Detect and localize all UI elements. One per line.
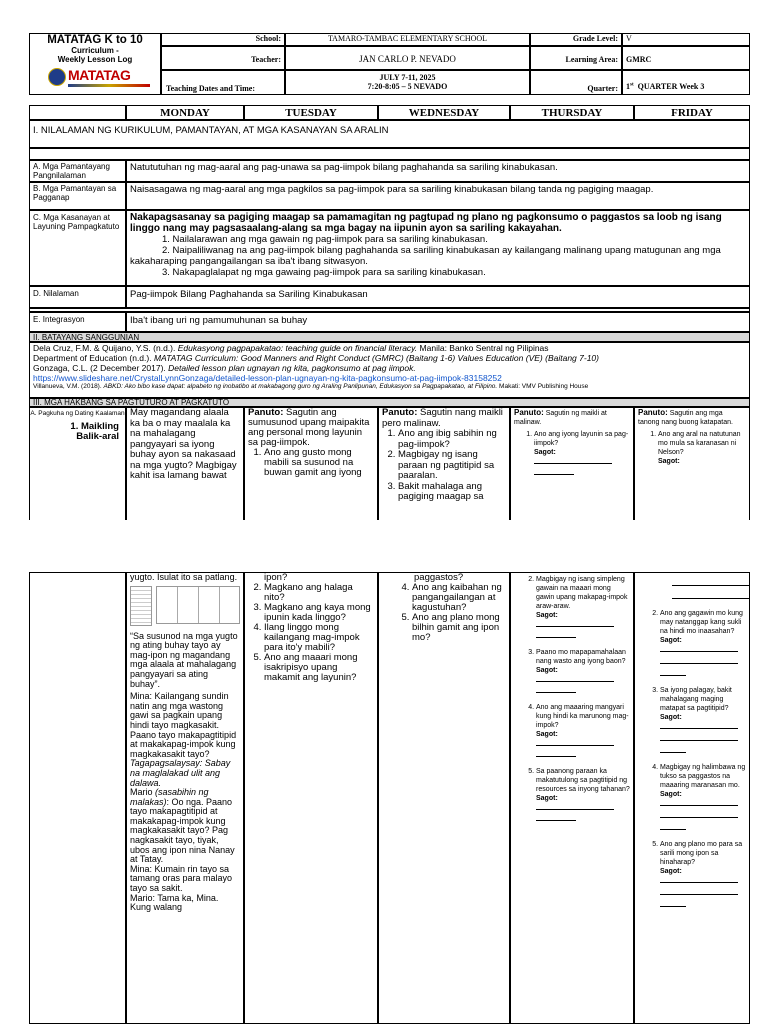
area-label: Learning Area: xyxy=(565,55,618,64)
log-subtitle-2: Weekly Lesson Log xyxy=(57,55,133,64)
tuesday-q2: 2. Magkano ang halaga nito? xyxy=(264,583,374,603)
friday-intro: Panuto: Sagutin ang mga tanong nang buong katapatan. xyxy=(638,408,733,426)
row-c-item-1: 1. Nailalarawan ang mga gawain ng pag-iimpok para sa sariling kinabukasan. xyxy=(162,234,488,245)
reference-3: Gonzaga, C.L. (2 December 2017). Detailed lesson plan ugnayan ng kita, pagkonsumo at pag iimpok. xyxy=(33,363,416,373)
tuesday-q1: 1. Ano ang gusto mong mabili sa susunod na buwan gamit ang iyong xyxy=(264,448,374,478)
reference-1: Dela Cruz, F.M. & Quijano, Y.S. (n.d.). Edukasyong pagpapakatao: teaching guide on financial literacy. Manila: Banko Sentral ng Pilipinas xyxy=(33,343,549,353)
answer-line xyxy=(534,457,612,464)
row-c-item-3: 3. Nakapaglalapat ng mga gawaing pag-iimpok para sa sariling kinabukasan. xyxy=(162,267,486,278)
wednesday-intro: Panuto: Sagutin nang maikli pero malinaw. xyxy=(382,407,503,429)
wednesday-cell xyxy=(378,407,510,520)
answer-line xyxy=(534,468,574,475)
monday-cell xyxy=(126,407,244,520)
p2-wednesday-cell xyxy=(378,572,510,1024)
page-gap xyxy=(0,520,768,572)
friday-q5: 5. Ano ang plano mo para sa sarili mong ipon sa hinaharap? Sagot: xyxy=(660,840,746,907)
p2-friday-cell xyxy=(634,572,750,1024)
row-c-label: C. Mga Kasanayan at Layuning Pampagkatuto xyxy=(29,210,126,286)
monday-dialog-3: Mina: Kumain rin tayo sa tamang oras para malayo tayo sa sakit. xyxy=(130,863,233,894)
grade-value: V xyxy=(626,34,632,43)
grade-label: Grade Level: xyxy=(572,34,618,43)
day-thursday: THURSDAY xyxy=(510,105,634,120)
wednesday-q5: 5. Ano ang plano mong bilhin gamit ang ipon mo? xyxy=(412,613,506,643)
row-3a-sub: 1. Maikling Balik-aral xyxy=(70,421,119,442)
deped-seal-icon xyxy=(48,68,66,86)
friday-q1: 1. Ano ang aral na natutunan mo mula sa karanasan ni Nelson? xyxy=(658,430,746,457)
answer-line xyxy=(672,592,750,599)
quarter-value: 1st QUARTER Week 3 xyxy=(626,82,705,91)
day-wednesday: WEDNESDAY xyxy=(378,105,510,120)
tuesday-cell xyxy=(244,407,378,520)
thursday-cell xyxy=(510,407,634,520)
row-a-text: Natututuhan ng mag-aaral ang pag-unawa sa pag-iimpok bilang paghahanda sa sariling kinabukasan. xyxy=(126,160,750,182)
monday-dialog-1: Mina: Kailangang sundin natin ang mga wastong gawi sa pagkain upang hindi tayo magkasakit. Paano tayo makapagtitipid at makakapag-impok kung magkakasakit tayo? xyxy=(130,691,237,759)
answer-line xyxy=(672,579,750,586)
school-label: School: xyxy=(255,34,281,43)
friday-sagot-1: Sagot: xyxy=(658,458,680,465)
teacher-value: JAN CARLO P. NEVADO xyxy=(359,54,456,64)
row-d-text: Pag-iimpok Bilang Paghahanda sa Sariling Kinabukasan xyxy=(126,286,750,308)
row-c-main: Nakapagsasanay sa pagiging maagap sa pamamagitan ng pagtupad ng plano ng pagkonsumo o paggastos sa loob ng isang linggo nang may pagsasaalang-alang sa mga bagay na iipunin ayon sa sariling kakayahan. xyxy=(130,212,722,234)
p2-tuesday-cell xyxy=(244,572,378,1024)
logo-cell xyxy=(29,33,161,95)
monday-stage: Tagapagsalaysay: Sabay na maglalakad ulit ang dalawa. xyxy=(130,758,231,788)
reference-4-link[interactable]: https://www.slideshare.net/CrystalLynnGonzaga/detailed-lesson-plan-ugnayan-ng-kita-pagkonsumo-at-pag-iimpok-83158252 xyxy=(33,373,502,383)
wednesday-q4: 4. Ano ang kaibahan ng pangangailangan at kagustuhan? xyxy=(412,583,506,613)
thursday-q1: 1. Ano ang iyong layunin sa pag-iimpok? xyxy=(534,430,630,448)
day-tuesday: TUESDAY xyxy=(244,105,378,120)
row-b-text: Naisasagawa ng mag-aaral ang mga pagkilos sa pag-iimpok para sa sariling kinabukasan bilang tanda ng pagiging maagap. xyxy=(126,182,750,210)
wednesday-q3: 3. Bakit mahalaga ang pagiging maagap sa xyxy=(398,482,506,503)
area-value: GMRC xyxy=(626,55,652,64)
dates-value-2: 7:20-8:05 – 5 NEVADO xyxy=(367,82,448,91)
teacher-label: Teacher: xyxy=(251,55,281,64)
day-monday: MONDAY xyxy=(126,105,244,120)
log-subtitle-1: Curriculum - xyxy=(71,46,119,55)
references xyxy=(29,342,750,398)
p2-thursday-cell xyxy=(510,572,634,1024)
worksheet-table-icon xyxy=(156,586,240,624)
tuesday-q5: 5. Ano ang maaari mong isakripisyo upang makamit ang layunin? xyxy=(264,653,374,683)
thursday-sagot-1: Sagot: xyxy=(534,449,556,456)
thursday-intro: Panuto: Sagutin ng maikli at malinaw. xyxy=(514,408,607,426)
row-a-label: A. Mga Pamantayang Pangnilalaman xyxy=(29,160,126,182)
monday-dialog-4: Mario: Tama ka, Mina. Kung walang xyxy=(130,892,219,913)
matatag-logo: MATATAG xyxy=(68,67,131,83)
wednesday-q2: 2. Magbigay ng isang paraan ng pagtitipid sa paaralan. xyxy=(398,450,506,482)
day-friday: FRIDAY xyxy=(634,105,750,120)
school-value: TAMARO-TAMBAC ELEMENTARY SCHOOL xyxy=(327,34,488,43)
friday-cell xyxy=(634,407,750,520)
quarter-label: Quarter: xyxy=(587,84,618,93)
p2-monday-cell xyxy=(126,572,244,1024)
row-e-text: Iba't ibang uri ng pamumuhunan sa buhay xyxy=(126,312,750,332)
monday-quote: “Sa susunod na mga yugto ng ating buhay tayo ay mag-ipon ng magandang mga alaala at mahalagang pangyayari sa ating buhay”. xyxy=(130,630,238,689)
worksheet-thumb-icon xyxy=(130,586,152,626)
logo-underline xyxy=(68,84,150,87)
wednesday-cont: paggastos? xyxy=(414,572,464,583)
friday-q3: 3. Sa iyong palagay, bakit mahalagang maging matapat sa pagtitipid? Sagot: xyxy=(660,686,746,753)
tuesday-cont: ipon? xyxy=(264,572,288,583)
tuesday-q4: 4. Ilang linggo mong kailangang mag-impok para ito'y mabili? xyxy=(264,623,374,653)
friday-q2: 2. Ano ang gagawin mo kung may natanggap kang sukli na hindi mo inaasahan? Sagot: xyxy=(660,609,746,676)
row-e-label: E. Integrasyon xyxy=(29,312,126,332)
section-2-heading: II. BATAYANG SANGGUNIAN xyxy=(29,332,750,342)
row-c-content xyxy=(126,210,750,286)
monday-cont: yugto. Isulat ito sa patlang. xyxy=(130,572,238,582)
monday-prompt: May magandang alaala ka ba o may maalala ka na mahalagang pangyayari sa iyong buhay ayon sa nakasaad na mga yugto? Magbigay kahit isa lamang bawat xyxy=(130,407,237,481)
wednesday-q1: 1. Ano ang ibig sabihin ng pag-iimpok? xyxy=(398,429,506,450)
thursday-q4: 4. Ano ang maaaring mangyari kung hindi ka marunong mag-impok? Sagot: xyxy=(536,703,630,757)
monday-dialog-2: Mario (sasabihin ng malakas): Oo nga. Paano tayo makapagtitipid at makakapag-impok kung magkakasakit tayo? Pag nagkasakit tayo, tiyak, ubos ang ipon nina Nanay at Tatay. xyxy=(130,787,235,865)
row-c-item-2: 2. Naipaliliwanag na ang pag-iimpok bilang paghahanda sa sariling kinabukasan ay kailangang malinang upang matugunan ang mga kakaharaping pangangailangan sa iba't ibang sitwasyon. xyxy=(130,245,721,267)
section-1-heading: I. NILALAMAN NG KURIKULUM, PAMANTAYAN, AT MGA KASANAYAN SA ARALIN xyxy=(29,120,750,148)
thursday-q2: 2. Magbigay ng isang simpleng gawain na maaari mong gawin upang makapag-impok araw-araw. Sagot: xyxy=(536,575,630,638)
section-3-heading: III. MGA HAKBANG SA PAGTUTURO AT PAGKATUTO xyxy=(29,398,750,407)
row-d-label: D. Nilalaman xyxy=(29,286,126,308)
tuesday-q3: 3. Magkano ang kaya mong ipunin kada linggo? xyxy=(264,603,374,623)
page-2 xyxy=(0,572,768,1024)
tuesday-intro: Panuto: Sagutin ang sumusunod upang maipakita ang personal mong layunin sa pag-iimpok. xyxy=(248,407,370,448)
friday-q4: 4. Magbigay ng halimbawa ng tukso sa paggastos na maaaring maranasan mo. Sagot: xyxy=(660,763,746,830)
dates-label: Teaching Dates and Time: xyxy=(166,84,255,93)
row-b-label: B. Mga Pamantayan sa Pagganap xyxy=(29,182,126,210)
p2-label-col xyxy=(29,572,126,1024)
worksheet-figure xyxy=(130,586,240,626)
dates-value-1: JULY 7-11, 2025 xyxy=(379,73,436,82)
reference-2: Department of Education (n.d.). MATATAG Curriculum: Good Manners and Right Conduct (GMRC) (Baitang 1-6) Values Education (VE) (Baitang 7-10) xyxy=(33,353,599,363)
log-title: MATATAG K to 10 xyxy=(47,34,143,46)
thursday-q5: 5. Sa paanong paraan ka makatutulong sa pagtitipid ng resources sa inyong tahanan? Sagot: xyxy=(536,767,630,821)
row-3a-label: A. Pagkuha ng Dating Kaalaman xyxy=(30,410,125,417)
reference-5: Villanueva, V.M. (2018). ABKD: Ako bibo kase dapat: alpabeto ng inobatibo at makabagong guro ng Araling Panlipunan, Edukasyon sa Pagpapakatao, at Filipino. Makati: VMV Publishing House xyxy=(33,383,589,390)
thursday-q3: 3. Paano mo mapapamahalaan nang wasto ang iyong baon? Sagot: xyxy=(536,648,630,693)
